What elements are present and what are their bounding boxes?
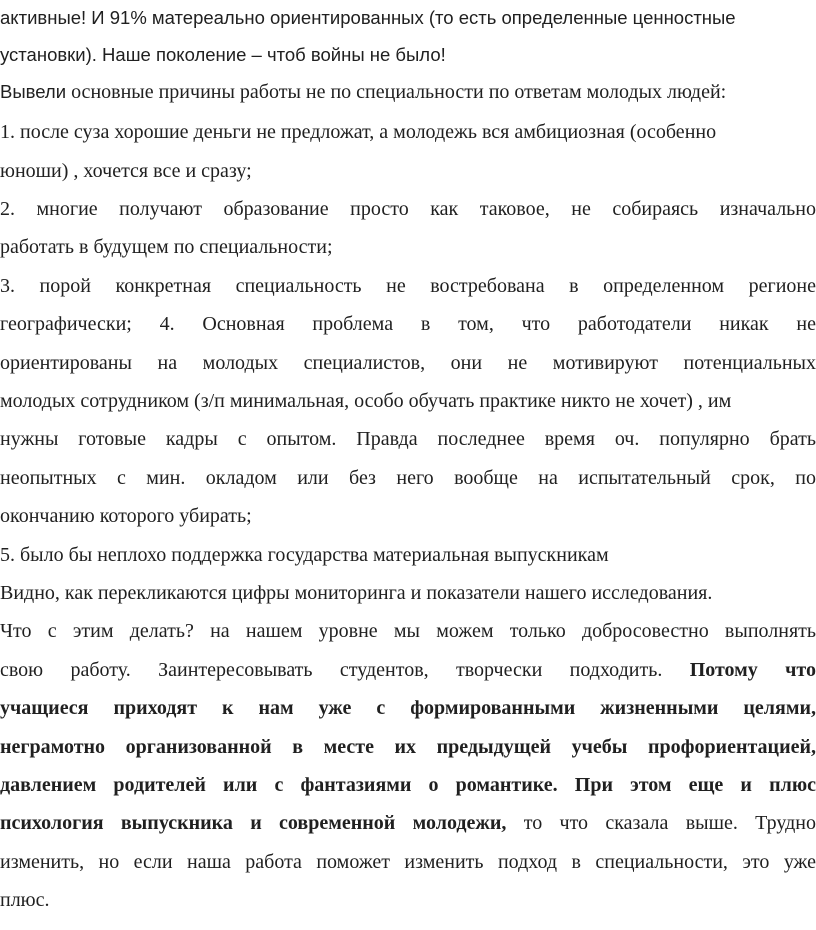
text-segment: неопытных с мин. окладом или без него вообще на испытательный срок, по	[0, 467, 816, 489]
text-segment: нужны готовые кадры с опытом. Правда последнее время оч. популярно брать	[0, 428, 816, 450]
text-line	[0, 0, 816, 36]
text-segment: юноши) , хочется все и сразу;	[0, 160, 252, 182]
text-line	[0, 498, 816, 534]
text-line	[0, 383, 816, 419]
text-segment: установки). Наше поколение – чтоб войны не было!	[0, 44, 446, 65]
text-line	[0, 882, 816, 918]
text-segment: ориентированы на молодых специалистов, они не мотивируют потенциальных	[0, 352, 816, 374]
text-segment: 5. было бы неплохо поддержка государства материальная выпускникам	[0, 544, 609, 566]
text-line	[0, 268, 816, 304]
text-line	[0, 613, 816, 649]
text-segment: основные причины работы не по специальности по ответам молодых людей:	[66, 81, 727, 103]
text-segment: неграмотно организованной в месте их предыдущей учебы профориентацией,	[0, 736, 816, 758]
text-line	[0, 229, 816, 265]
text-line	[0, 767, 816, 803]
text-line	[0, 421, 816, 457]
text-segment: учащиеся приходят к нам уже с формированными жизненными целями,	[0, 697, 816, 719]
text-segment: работать в будущем по специальности;	[0, 236, 333, 258]
text-line	[0, 114, 816, 150]
text-line	[0, 652, 816, 688]
text-line	[0, 37, 816, 73]
text-line	[0, 191, 816, 227]
text-segment: молодых сотрудником (з/п минимальная, особо обучать практике никто не хочет) , им	[0, 390, 732, 412]
text-segment: изменить, но если наша работа поможет изменить подход в специальности, это уже	[0, 851, 816, 873]
text-line	[0, 844, 816, 880]
text-segment: активные! И 91% матереально ориентированных (то есть определенные ценностные	[0, 7, 736, 28]
text-segment: Видно, как перекликаются цифры мониторинга и показатели нашего исследования.	[0, 582, 713, 604]
text-segment: свою работу. Заинтересовывать студентов, творчески подходить.	[0, 659, 690, 681]
text-segment: 1. после суза хорошие деньги не предложат, а молодежь вся амбициозная (особенно	[0, 121, 717, 143]
text-line	[0, 575, 816, 611]
text-segment: 2. многие получают образование просто как таковое, не собираясь изначально	[0, 198, 816, 220]
text-line	[0, 306, 816, 342]
text-line	[0, 460, 816, 496]
text-segment: 3. порой конкретная специальность не востребована в определенном регионе	[0, 275, 816, 297]
text-line	[0, 690, 816, 726]
text-line	[0, 805, 816, 841]
text-segment: давлением родителей или с фантазиями о романтике. При этом еще и плюс	[0, 774, 816, 796]
text-line	[0, 537, 816, 573]
text-segment: Потому что	[689, 659, 816, 681]
text-line	[0, 729, 816, 765]
text-segment: Что с этим делать? на нашем уровне мы можем только добросовестно выполнять	[0, 620, 816, 642]
text-line	[0, 153, 816, 189]
text-segment: психология выпускника и современной молодежи,	[0, 812, 507, 834]
text-segment: Вывели	[0, 81, 67, 102]
text-segment: окончанию которого убирать;	[0, 505, 252, 527]
text-segment: географически; 4. Основная проблема в том, что работодатели никак не	[0, 313, 816, 335]
text-line	[0, 345, 816, 381]
text-segment: то что сказала выше. Трудно	[506, 812, 816, 834]
text-line	[0, 74, 816, 110]
text-segment: плюс.	[0, 889, 50, 911]
